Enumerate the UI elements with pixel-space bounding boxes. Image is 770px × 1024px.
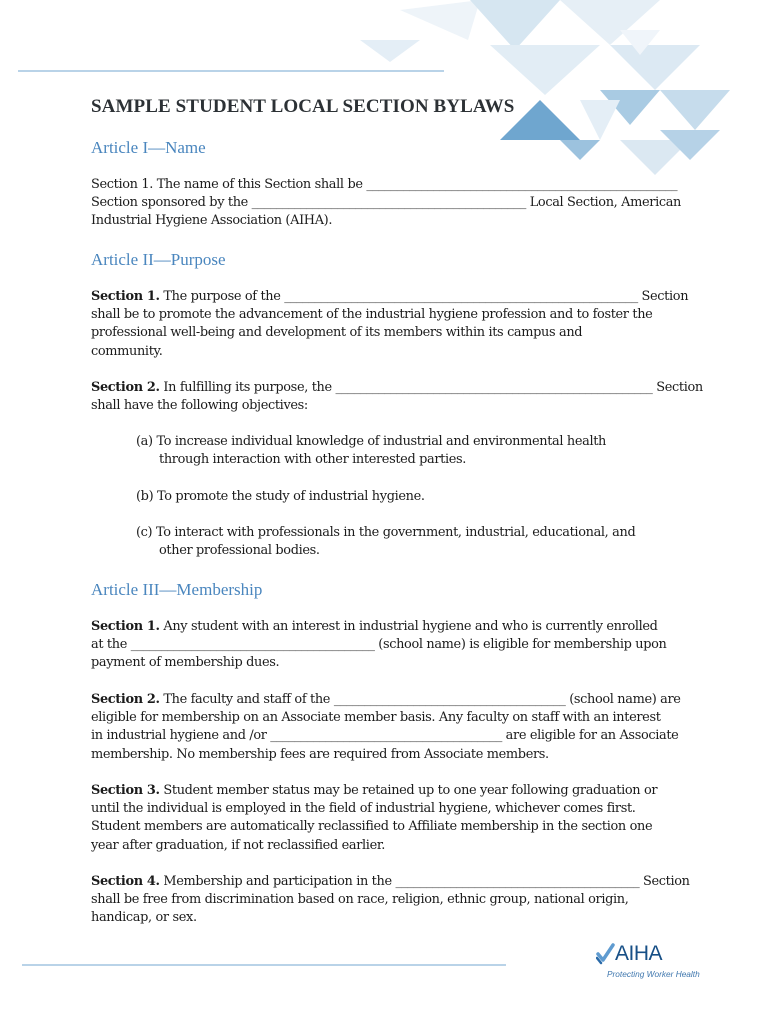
page-title: SAMPLE STUDENT LOCAL SECTION BYLAWS: [91, 96, 515, 117]
text-line: shall have the following objectives:: [91, 398, 308, 414]
text-line: professional well-being and development of its members within its campus and: [91, 325, 583, 341]
section-label: Section 1.: [91, 289, 160, 304]
text-line: Student members are automatically reclassified to Affiliate membership in the section one: [91, 819, 653, 835]
text-line: The faculty and staff of the ______________________________________ (school name) are: [159, 692, 681, 707]
section-label: Section 2.: [91, 380, 160, 395]
text-line: at the ________________________________________ (school name) is eligible for membership upon: [91, 637, 667, 653]
text-line: eligible for membership on an Associate member basis. Any faculty on staff with an interest: [91, 710, 661, 726]
text-line: through interaction with other interested parties.: [159, 452, 467, 468]
objective-item-c: [136, 524, 676, 560]
aiha-logo: [596, 940, 706, 988]
text-line: Section 1. The name of this Section shall be ___________________________________________________: [91, 177, 678, 192]
text-line: Membership and participation in the ________________________________________ Section: [159, 874, 690, 889]
section-label: Section 3.: [91, 783, 160, 798]
text-line: (a) To increase individual knowledge of industrial and environmental health: [136, 434, 607, 449]
text-line: until the individual is employed in the field of industrial hygiene, whichever comes first.: [91, 801, 636, 817]
objective-item-b: [136, 488, 676, 506]
text-line: shall be free from discrimination based on race, religion, ethnic group, national origin,: [91, 892, 629, 908]
objective-item-a: [136, 433, 676, 469]
section-label: Section 1.: [91, 619, 160, 634]
section-label: Section 2.: [91, 692, 160, 707]
article-3-heading: Article III—Membership: [91, 580, 263, 599]
article-1-section-1: [91, 176, 686, 231]
text-line: year after graduation, if not reclassified earlier.: [91, 837, 385, 853]
article-3-section-1: [91, 618, 686, 673]
text-line: (b) To promote the study of industrial hygiene.: [136, 489, 425, 504]
text-line: handicap, or sex.: [91, 910, 197, 926]
aiha-checkmark-icon: [596, 942, 616, 966]
article-3-section-2: [91, 691, 686, 764]
text-line: shall be to promote the advancement of the industrial hygiene profession and to foster the: [91, 307, 653, 323]
bottom-divider-line: [22, 964, 506, 966]
text-line: Industrial Hygiene Association (AIHA).: [91, 213, 333, 229]
text-line: The purpose of the __________________________________________________________ Section: [159, 289, 689, 304]
top-divider-line: [18, 70, 444, 72]
text-line: Any student with an interest in industrial hygiene and who is currently enrolled: [159, 619, 658, 634]
text-line: community.: [91, 343, 163, 359]
logo-name: AIHA: [615, 942, 663, 965]
text-line: other professional bodies.: [159, 543, 320, 559]
article-3-section-3: [91, 782, 686, 855]
article-3-section-4: [91, 873, 690, 928]
text-line: in industrial hygiene and /or ______________________________________ are eligible for an Associate: [91, 728, 679, 744]
section-label: Section 4.: [91, 874, 160, 889]
text-line: Student member status may be retained up to one year following graduation or: [159, 783, 658, 798]
text-line: (c) To interact with professionals in the government, industrial, educational, and: [136, 525, 636, 540]
article-1-heading: Article I—Name: [91, 138, 206, 157]
text-line: Section sponsored by the _____________________________________________ Local Section, American: [91, 195, 682, 211]
article-2-heading: Article II—Purpose: [91, 250, 226, 269]
logo-tagline: Protecting Worker Health: [607, 969, 700, 979]
text-line: In fulfilling its purpose, the ____________________________________________________ Section: [159, 380, 703, 395]
article-2-section-2: [91, 379, 703, 415]
text-line: membership. No membership fees are required from Associate members.: [91, 746, 549, 762]
text-line: payment of membership dues.: [91, 655, 280, 671]
article-2-section-1: [91, 288, 689, 361]
